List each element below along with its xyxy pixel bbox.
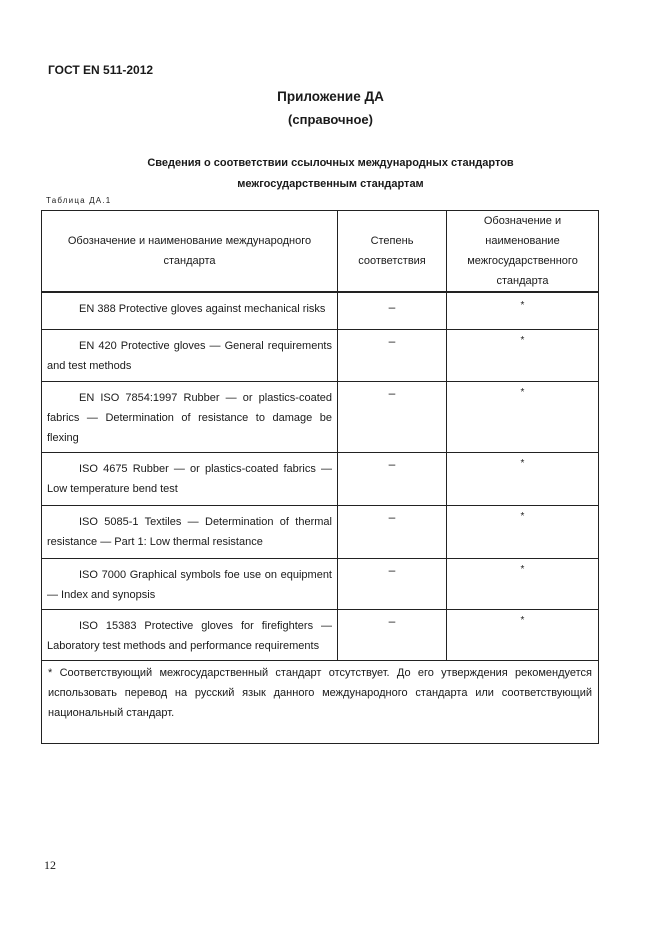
cell-degree: – bbox=[338, 330, 447, 382]
standard-name-text: ISO 4675 Rubber — or plastics-coated fabrics — Low temperature bend test bbox=[47, 463, 332, 495]
table-row bbox=[42, 559, 599, 610]
cell-interstate-standard: * bbox=[447, 610, 599, 661]
annex-subtitle: (справочное) bbox=[288, 112, 373, 127]
cell-interstate-standard: * bbox=[447, 382, 599, 453]
section-heading-line-1: Сведения о соответствии ссылочных международных стандартов bbox=[147, 157, 514, 169]
cell-degree: – bbox=[338, 453, 447, 506]
page-number: 12 bbox=[44, 858, 56, 872]
table-row bbox=[42, 292, 599, 330]
standard-name-text: EN 420 Protective gloves — General requirements and test methods bbox=[47, 340, 332, 372]
document-code: ГОСТ EN 511-2012 bbox=[48, 63, 154, 77]
column-header-degree: Степень соответствия bbox=[338, 211, 447, 293]
cell-interstate-standard: * bbox=[447, 292, 599, 330]
cell-interstate-standard: * bbox=[447, 453, 599, 506]
cell-standard-name bbox=[42, 559, 338, 610]
table-note-row bbox=[42, 661, 599, 744]
standard-name-text: EN ISO 7854:1997 Rubber — or plastics-coated fabrics — Determination of resistance to damage be flexing bbox=[47, 392, 332, 444]
standard-name-text: EN 388 Protective gloves against mechanical risks bbox=[79, 303, 326, 315]
annex-title: Приложение ДА bbox=[277, 89, 384, 104]
cell-standard-name bbox=[42, 382, 338, 453]
standard-name-text: ISO 5085-1 Textiles — Determination of thermal resistance — Part 1: Low thermal resistance bbox=[47, 516, 332, 548]
table-row bbox=[42, 610, 599, 661]
standard-name-text: ISO 7000 Graphical symbols foe use on equipment — Index and synopsis bbox=[47, 569, 332, 601]
table-row bbox=[42, 453, 599, 506]
cell-interstate-standard: * bbox=[447, 330, 599, 382]
table-row bbox=[42, 506, 599, 559]
cell-standard-name bbox=[42, 330, 338, 382]
cell-standard-name bbox=[42, 453, 338, 506]
cell-degree: – bbox=[338, 506, 447, 559]
cell-degree: – bbox=[338, 292, 447, 330]
reference-table bbox=[41, 210, 599, 744]
cell-standard-name bbox=[42, 292, 338, 330]
section-heading-line-2: межгосударственным стандартам bbox=[237, 178, 424, 190]
table-row bbox=[42, 382, 599, 453]
cell-interstate-standard: * bbox=[447, 506, 599, 559]
table-header-row bbox=[42, 211, 599, 293]
column-header-interstate-standard: Обозначение и наименование межгосударственного стандарта bbox=[447, 211, 599, 293]
standard-name-text: ISO 15383 Protective gloves for firefighters — Laboratory test methods and performance requirements bbox=[47, 620, 332, 652]
table-footnote: * Соответствующий межгосударственный стандарт отсутствует. До его утверждения рекомендуется использовать перевод на русский язык данного международного стандарта или соответствующий национальный стандарт. bbox=[42, 661, 599, 744]
table-label: Таблица ДА.1 bbox=[46, 196, 112, 205]
table-row bbox=[42, 330, 599, 382]
cell-interstate-standard: * bbox=[447, 559, 599, 610]
cell-degree: – bbox=[338, 382, 447, 453]
cell-degree: – bbox=[338, 559, 447, 610]
cell-degree: – bbox=[338, 610, 447, 661]
cell-standard-name bbox=[42, 610, 338, 661]
column-header-international-standard: Обозначение и наименование международного стандарта bbox=[42, 211, 338, 293]
cell-standard-name bbox=[42, 506, 338, 559]
